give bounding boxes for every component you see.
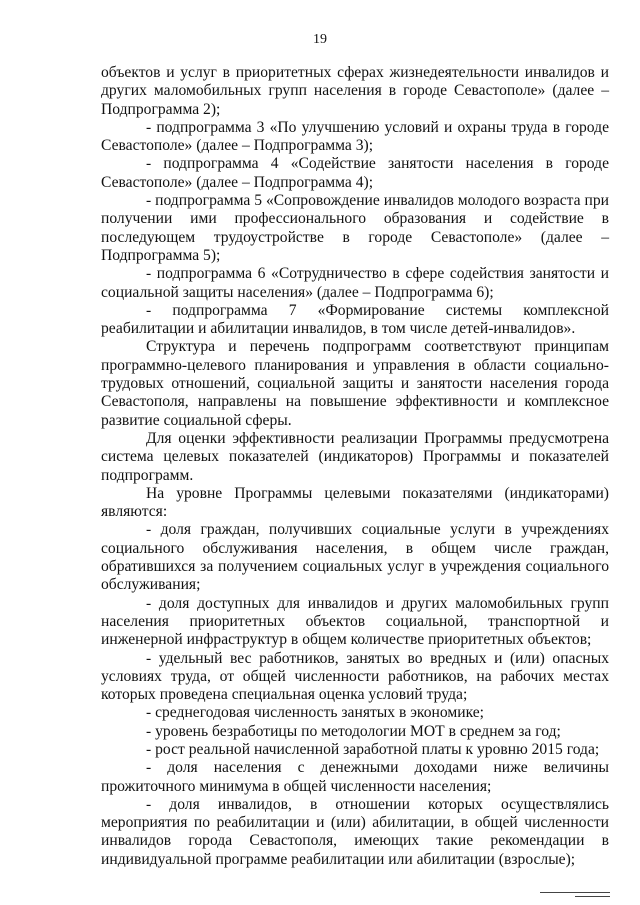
list-item-subprogram-3: - подпрограмма 3 «По улучшению условий и охраны труда в городе Севастополе» (далее – Подпрограмма 3); — [101, 118, 609, 155]
paragraph-structure: Структура и перечень подпрограмм соответствуют принципам программно-целевого планирования и управления в области социально-трудовых отношений, социальной защиты и занятости населения города Севастополя, направлены на повышение эффективности и комплексное развитие социальной сферы. — [101, 338, 609, 429]
list-item-indicator: - доля населения с денежными доходами ниже величины прожиточного минимума в общей численности населения; — [101, 759, 609, 795]
list-item-indicator: - доля доступных для инвалидов и других маломобильных групп населения приоритетных объектов социальной, транспортной и инженерной инфраструктур в общем количестве приоритетных объектов; — [101, 594, 609, 649]
list-item-indicator: - среднегодовая численность занятых в экономике; — [146, 704, 485, 722]
list-item-indicator: - удельный вес работников, занятых во вредных и (или) опасных условиях труда, от общей численности работников, на рабочих местах которых проведена специальная оценка условий труда; — [101, 649, 609, 704]
paragraph-indicators-intro: На уровне Программы целевыми показателями (индикаторами) являются: — [101, 484, 609, 521]
list-item-indicator: - уровень безработицы по методологии МОТ в среднем за год; — [146, 722, 561, 740]
list-item-subprogram-5: - подпрограмма 5 «Сопровождение инвалидов молодого возраста при получении ими профессионального образования и содействие в последующем трудоустройстве в городе Севастополе» (далее – Подпрограмма 5); — [101, 192, 609, 264]
list-item-subprogram-6: - подпрограмма 6 «Сотрудничество в сфере содействия занятости и социальной защиты населения» (далее – Подпрограмма 6); — [101, 265, 609, 301]
list-item-indicator: - доля граждан, получивших социальные услуги в учреждениях социального обслуживания населения, в общем числе граждан, обратившихся за получением социальных услуг в учреждения социального обслуживания; — [101, 521, 609, 594]
footer-divider — [540, 892, 610, 893]
page-number: 19 — [313, 32, 327, 47]
paragraph-evaluation: Для оценки эффективности реализации Программы предусмотрена система целевых показателей (индикаторов) Программы и показателей подпрограмм. — [101, 429, 609, 484]
footer-divider-short — [575, 896, 610, 897]
paragraph-continuation: объектов и услуг в приоритетных сферах жизнедеятельности инвалидов и других маломобильных групп населения в городе Севастополе» (далее – Подпрограмма 2); — [101, 64, 609, 118]
list-item-subprogram-4: - подпрограмма 4 «Содействие занятости населения в городе Севастополе» (далее – Подпрограмма 4); — [101, 155, 609, 191]
document-body — [101, 64, 609, 869]
list-item-indicator: - доля инвалидов, в отношении которых осуществлялись мероприятия по реабилитации и (или) абилитации, в общей численности инвалидов города Севастополя, имеющих такие рекомендации в индивидуальной программе реабилитации или абилитации (взрослые); — [101, 795, 609, 868]
list-item-subprogram-7: - подпрограмма 7 «Формирование системы комплексной реабилитации и абилитации инвалидов, в том числе детей-инвалидов». — [101, 301, 609, 338]
list-item-indicator: - рост реальной начисленной заработной платы к уровню 2015 года; — [146, 740, 600, 758]
